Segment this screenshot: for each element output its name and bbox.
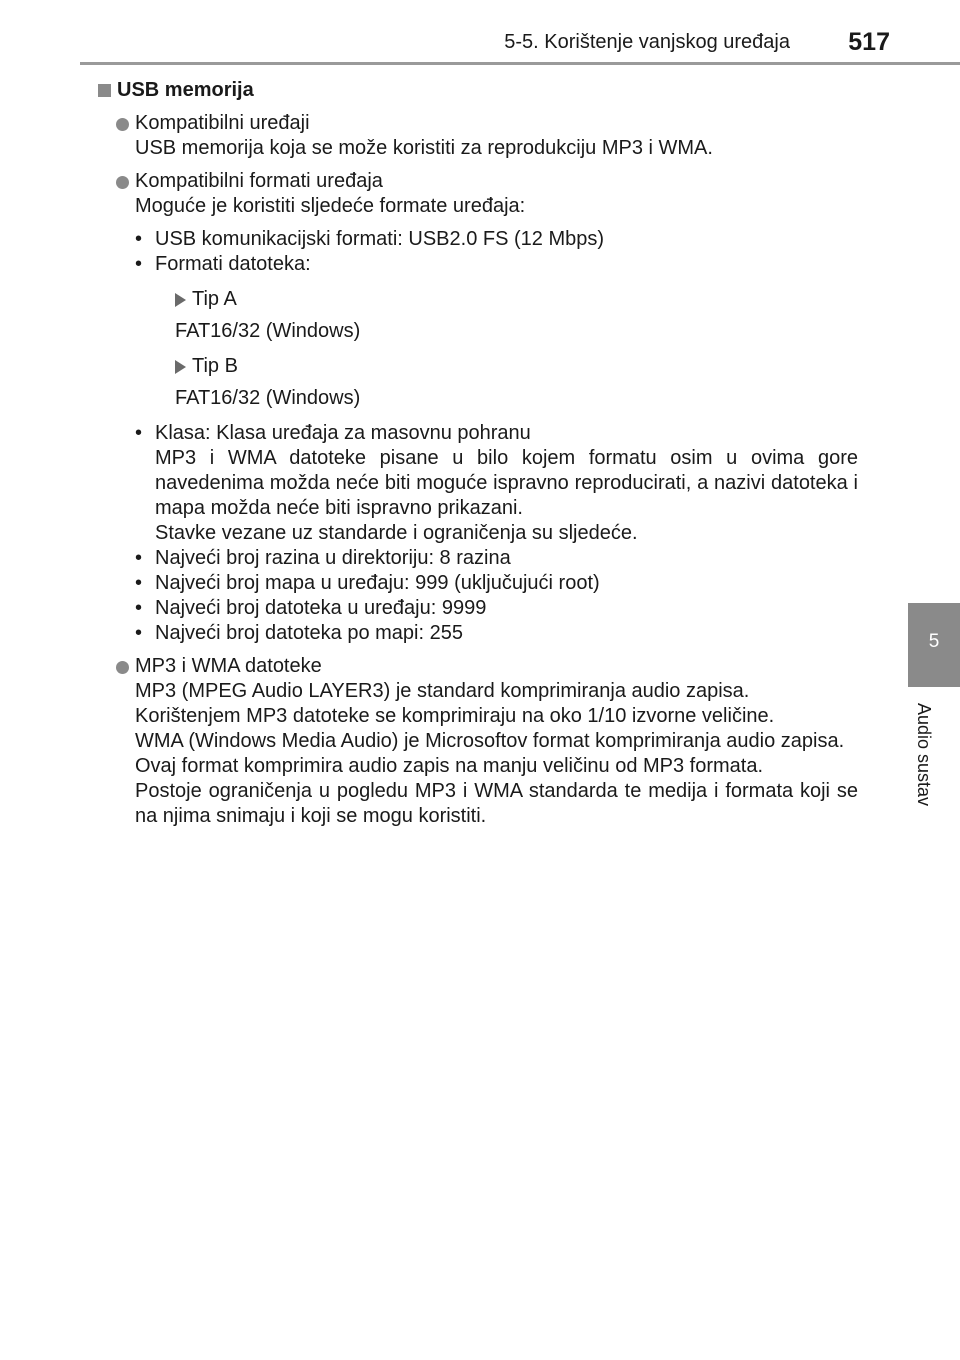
paragraph: Korištenjem MP3 datoteke se komprimiraju na oko 1/10 izvorne veličine. <box>135 705 775 727</box>
list-item: • Najveći broj datoteka u uređaju: 9999 <box>135 597 487 619</box>
square-bullet-icon <box>98 84 111 97</box>
item-formats <box>98 169 858 646</box>
header-rule <box>80 62 960 65</box>
page-number: 517 <box>848 28 890 56</box>
item-text: USB memorija koja se može koristiti za reprodukciju MP3 i WMA. <box>135 137 713 159</box>
page-content <box>98 78 858 837</box>
limit-text: Najveći broj datoteka u uređaju: 9999 <box>155 597 487 619</box>
circle-bullet-icon <box>116 176 129 189</box>
circle-bullet-icon <box>116 118 129 131</box>
chapter-number: 5 <box>928 631 940 652</box>
tip-b-label: Tip B <box>192 355 238 377</box>
tip-a-row <box>175 287 858 312</box>
item-devices <box>98 111 858 161</box>
list-item: • Najveći broj razina u direktoriju: 8 razina <box>135 547 511 569</box>
section-heading-text: USB memorija <box>117 79 254 101</box>
paragraph: WMA (Windows Media Audio) je Microsoftov format komprimiranja audio zapisa. <box>135 730 845 752</box>
list-item: • Najveći broj mapa u uređaju: 999 (uključujući root) <box>135 572 600 594</box>
list-item: • USB komunikacijski formati: USB2.0 FS (12 Mbps) <box>135 228 605 250</box>
tip-a-value: FAT16/32 (Windows) <box>175 320 361 342</box>
limit-text: Najveći broj razina u direktoriju: 8 razina <box>155 547 511 569</box>
circle-bullet-icon <box>116 661 129 674</box>
list-item: • Klasa: Klasa uređaja za masovnu pohranu MP3 i WMA datoteke pisane u bilo kojem formatu osim u ovima gore navedenima možda neće biti moguće ispravno reproducirati, a nazivi datoteka i mapa možda neće biti ispravno prikazani. Stavke vezane uz standarde i ograničenja su sljedeće. <box>135 422 858 544</box>
class-text: MP3 i WMA datoteke pisane u bilo kojem formatu osim u ovima gore navedenima možda neće biti moguće ispravno reproducirati, a nazivi datoteka i mapa možda neće biti ispravno prikazani. <box>155 447 858 519</box>
tip-b-value: FAT16/32 (Windows) <box>175 387 361 409</box>
limit-text: Najveći broj datoteka po mapi: 255 <box>155 622 463 644</box>
list-item-text: Formati datoteka: <box>155 253 311 275</box>
list-item-text: USB komunikacijski formati: USB2.0 FS (12 Mbps) <box>155 228 605 250</box>
arrow-right-icon <box>175 293 186 307</box>
tip-a-label: Tip A <box>192 288 237 310</box>
section-heading <box>98 78 858 103</box>
chapter-label-container <box>908 703 960 823</box>
item-title: MP3 i WMA datoteke <box>135 655 322 677</box>
limit-text: Najveći broj mapa u uređaju: 999 (uključujući root) <box>155 572 600 594</box>
class-title: Klasa: Klasa uređaja za masovnu pohranu <box>155 422 531 444</box>
header-title: 5-5. Korištenje vanjskog uređaja <box>504 31 790 53</box>
list-item: • Najveći broj datoteka po mapi: 255 <box>135 622 463 644</box>
tip-b-row <box>175 354 858 379</box>
chapter-label: Audio sustav <box>914 703 934 807</box>
item-title: Kompatibilni formati uređaja <box>135 170 383 192</box>
item-text: Moguće je koristiti sljedeće formate uređaja: <box>135 195 526 217</box>
file-format-types <box>175 287 858 411</box>
arrow-right-icon <box>175 360 186 374</box>
item-mp3-wma <box>98 654 858 829</box>
paragraph: Postoje ograničenja u pogledu MP3 i WMA standarda te medija i formata koji se na njima snimaju i koji se mogu koristiti. <box>135 780 858 827</box>
paragraph: Ovaj format komprimira audio zapis na manju veličinu od MP3 formata. <box>135 755 764 777</box>
format-list <box>135 227 858 646</box>
paragraph: MP3 (MPEG Audio LAYER3) je standard komprimiranja audio zapisa. <box>135 680 750 702</box>
chapter-tab <box>908 603 960 687</box>
item-title: Kompatibilni uređaji <box>135 112 310 134</box>
list-item: • Formati datoteka: Tip A FAT16/32 (Windows) Tip B FAT16/32 (Windows) <box>135 252 858 411</box>
class-text-2: Stavke vezane uz standarde i ograničenja su sljedeće. <box>155 522 638 544</box>
